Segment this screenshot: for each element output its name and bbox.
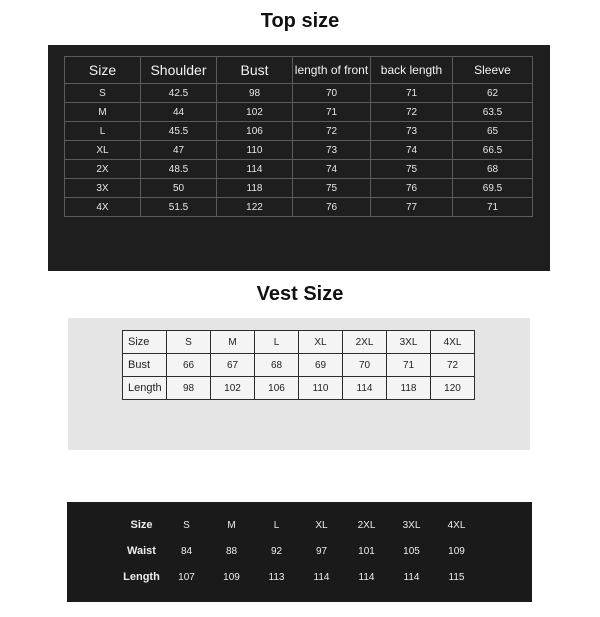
vest-size-table xyxy=(122,330,475,400)
vest-size-cell: 69 xyxy=(299,354,343,377)
bottom-size-cell: 3XL xyxy=(402,519,421,531)
bottom-size-row xyxy=(119,538,479,564)
column-header-back-length: back length xyxy=(371,57,453,84)
top-size-cell: 4X xyxy=(65,198,141,217)
top-size-cell: 48.5 xyxy=(141,160,217,179)
bottom-size-cell: 2XL xyxy=(357,519,376,531)
top-size-cell: 122 xyxy=(217,198,293,217)
vest-size-cell: 68 xyxy=(255,354,299,377)
top-size-row xyxy=(65,198,533,217)
bottom-size-cell: 97 xyxy=(315,545,328,557)
top-size-panel xyxy=(48,45,550,271)
top-size-cell: 65 xyxy=(453,122,533,141)
bottom-size-row-header: Waist xyxy=(127,545,156,557)
top-size-cell: 70 xyxy=(293,84,371,103)
column-header-bust: Bust xyxy=(217,57,293,84)
column-header-length-of-front: length of front xyxy=(293,57,371,84)
top-size-title: Top size xyxy=(260,10,340,32)
top-size-cell: 118 xyxy=(217,179,293,198)
top-size-cell: 47 xyxy=(141,141,217,160)
top-size-cell: 73 xyxy=(371,122,453,141)
top-size-cell: 66.5 xyxy=(453,141,533,160)
bottom-size-cell: 114 xyxy=(358,571,375,583)
bottom-size-cell: XL xyxy=(315,519,328,531)
bottom-size-cell: 92 xyxy=(270,545,283,557)
vest-size-cell: 4XL xyxy=(431,331,475,354)
vest-size-body xyxy=(123,331,475,400)
bottom-size-row xyxy=(119,564,479,590)
top-size-cell: 69.5 xyxy=(453,179,533,198)
vest-size-cell: 66 xyxy=(167,354,211,377)
bottom-size-cell: 109 xyxy=(448,545,465,557)
top-size-cell: 102 xyxy=(217,103,293,122)
column-header-sleeve: Sleeve xyxy=(453,57,533,84)
top-size-cell: 73 xyxy=(293,141,371,160)
bottom-size-cell: 101 xyxy=(358,545,375,557)
bottom-size-cell: 107 xyxy=(178,571,195,583)
top-size-header-row xyxy=(65,57,533,84)
vest-size-panel xyxy=(68,318,530,450)
top-size-cell: 114 xyxy=(217,160,293,179)
vest-size-cell: M xyxy=(211,331,255,354)
bottom-size-cell: M xyxy=(227,519,236,531)
bottom-size-cell: 115 xyxy=(448,571,465,583)
vest-size-cell: 106 xyxy=(255,377,299,400)
vest-size-cell: S xyxy=(167,331,211,354)
top-size-cell: M xyxy=(65,103,141,122)
top-size-cell: 98 xyxy=(217,84,293,103)
top-size-table xyxy=(64,56,533,217)
bottom-size-table xyxy=(119,512,479,590)
top-size-cell: 72 xyxy=(293,122,371,141)
bottom-size-cell: L xyxy=(273,519,280,531)
bottom-size-row-header: Size xyxy=(130,519,153,531)
top-size-cell: 62 xyxy=(453,84,533,103)
top-size-cell: 2X xyxy=(65,160,141,179)
top-size-cell: 74 xyxy=(293,160,371,179)
top-size-cell: 44 xyxy=(141,103,217,122)
bottom-size-cell: 113 xyxy=(268,571,285,583)
vest-size-row-header: Size xyxy=(123,331,167,354)
top-size-row xyxy=(65,141,533,160)
bottom-size-cell: 88 xyxy=(225,545,238,557)
vest-size-row xyxy=(123,354,475,377)
top-size-cell: 74 xyxy=(371,141,453,160)
vest-size-cell: 2XL xyxy=(343,331,387,354)
bottom-size-row xyxy=(119,512,479,538)
vest-size-cell: 71 xyxy=(387,354,431,377)
top-size-cell: 51.5 xyxy=(141,198,217,217)
top-size-cell: XL xyxy=(65,141,141,160)
top-size-cell: 71 xyxy=(293,103,371,122)
top-size-cell: 71 xyxy=(453,198,533,217)
bottom-size-cell: 84 xyxy=(180,545,193,557)
vest-size-cell: 98 xyxy=(167,377,211,400)
vest-size-cell: 72 xyxy=(431,354,475,377)
vest-size-row-header: Length xyxy=(123,377,167,400)
top-size-cell: 76 xyxy=(293,198,371,217)
vest-size-cell: 67 xyxy=(211,354,255,377)
bottom-size-body xyxy=(119,512,479,590)
top-size-cell: 3X xyxy=(65,179,141,198)
top-size-cell: 77 xyxy=(371,198,453,217)
vest-size-row-header: Bust xyxy=(123,354,167,377)
vest-size-cell: XL xyxy=(299,331,343,354)
top-size-cell: 68 xyxy=(453,160,533,179)
column-header-shoulder: Shoulder xyxy=(141,57,217,84)
bottom-size-cell: 114 xyxy=(313,571,330,583)
top-size-cell: 76 xyxy=(371,179,453,198)
top-size-cell: 42.5 xyxy=(141,84,217,103)
top-size-row xyxy=(65,103,533,122)
vest-size-cell: 102 xyxy=(211,377,255,400)
top-size-body xyxy=(65,57,533,217)
bottom-size-cell: S xyxy=(183,519,190,531)
top-size-cell: 110 xyxy=(217,141,293,160)
vest-size-cell: L xyxy=(255,331,299,354)
bottom-size-cell: 109 xyxy=(223,571,240,583)
top-size-row xyxy=(65,179,533,198)
bottom-size-cell: 114 xyxy=(403,571,420,583)
top-size-cell: 71 xyxy=(371,84,453,103)
bottom-size-panel xyxy=(67,502,532,602)
top-size-row xyxy=(65,122,533,141)
top-size-row xyxy=(65,84,533,103)
top-size-cell: L xyxy=(65,122,141,141)
top-size-cell: 75 xyxy=(293,179,371,198)
top-size-cell: 45.5 xyxy=(141,122,217,141)
vest-size-cell: 70 xyxy=(343,354,387,377)
vest-size-row xyxy=(123,331,475,354)
top-size-cell: 72 xyxy=(371,103,453,122)
vest-size-row xyxy=(123,377,475,400)
vest-size-cell: 120 xyxy=(431,377,475,400)
vest-size-title: Vest Size xyxy=(256,283,344,305)
top-size-cell: 106 xyxy=(217,122,293,141)
top-size-cell: S xyxy=(65,84,141,103)
vest-size-cell: 3XL xyxy=(387,331,431,354)
top-size-cell: 50 xyxy=(141,179,217,198)
top-size-cell: 63.5 xyxy=(453,103,533,122)
top-size-row xyxy=(65,160,533,179)
vest-size-cell: 118 xyxy=(387,377,431,400)
vest-size-cell: 110 xyxy=(299,377,343,400)
vest-size-cell: 114 xyxy=(343,377,387,400)
bottom-size-cell: 105 xyxy=(403,545,420,557)
column-header-size: Size xyxy=(65,57,141,84)
top-size-cell: 75 xyxy=(371,160,453,179)
bottom-size-cell: 4XL xyxy=(447,519,466,531)
bottom-size-row-header: Length xyxy=(123,571,160,583)
